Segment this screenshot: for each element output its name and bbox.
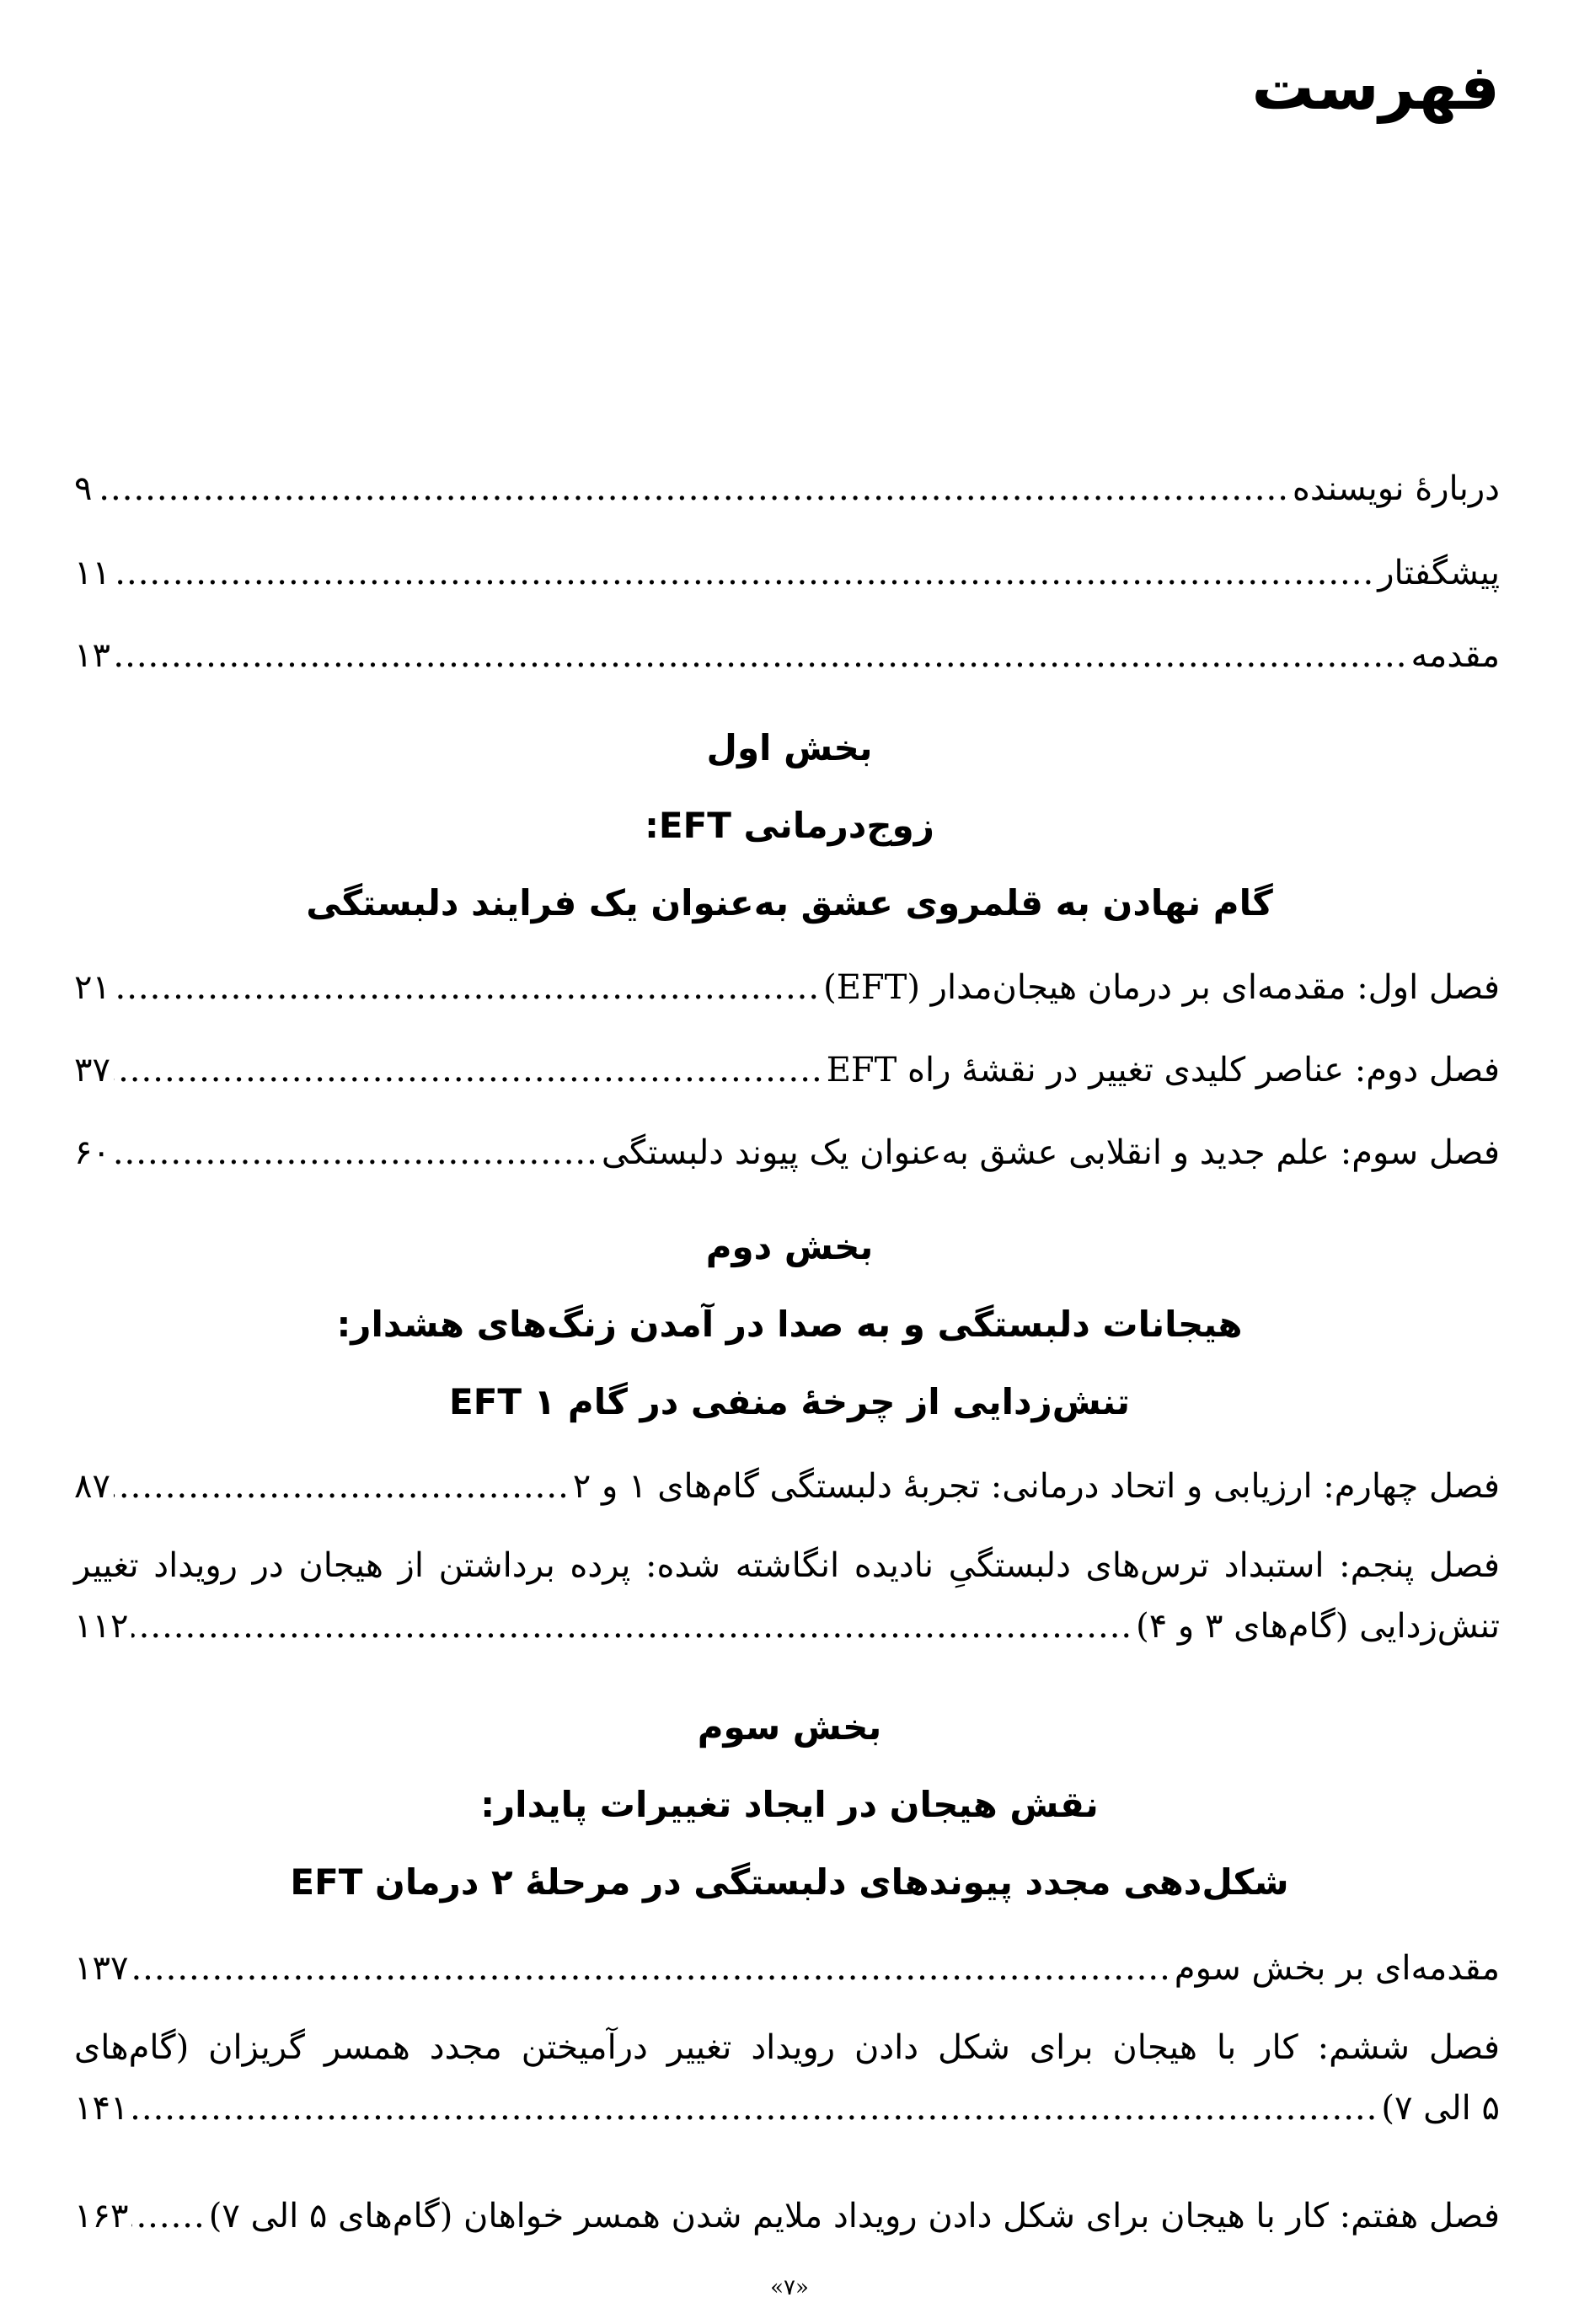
leader-dots xyxy=(131,2191,205,2241)
toc-entry-title: فصل دوم: عناصر کلیدی تغییر در نقشهٔ راه EFT xyxy=(826,1051,1500,1090)
toc-entry-page: ۳۷ xyxy=(74,1051,110,1090)
toc-entry-title-line1: فصل ششم: کار با هیجان برای شکل دادن رویداد تغییر درآمیختن مجدد همسر گریزان (گام‌های xyxy=(74,2028,1500,2067)
toc-entry-page: ۱۳ xyxy=(74,636,110,675)
part1-title: زوج‌درمانی EFT: xyxy=(645,805,934,846)
toc-entry-page: ۹ xyxy=(74,469,93,508)
toc-entry-title-line2: تنش‌زدایی (گام‌های ۳ و ۴) xyxy=(1136,1607,1500,1646)
toc-entry-page: ۶۰ xyxy=(74,1133,110,1172)
toc-entry-chapter-7[interactable] xyxy=(74,2191,1500,2241)
leader-dots xyxy=(131,1943,1170,1994)
leader-dots xyxy=(131,1596,1132,1657)
toc-entry-chapter-6[interactable] xyxy=(74,2017,1500,2139)
toc-entry-about-author[interactable] xyxy=(74,463,1500,514)
leader-dots xyxy=(131,2078,1378,2139)
toc-entry-page: ۱۱۲ xyxy=(74,1607,129,1646)
leader-dots xyxy=(114,548,1374,598)
toc-entry-title-line2: ۵ الی ۷) xyxy=(1381,2089,1500,2128)
part3-subtitle: شکل‌دهی مجدد پیوندهای دلبستگی در مرحلهٔ ۲ درمان EFT xyxy=(290,1861,1289,1903)
toc-entry-chapter-4[interactable] xyxy=(74,1461,1500,1512)
toc-entry-introduction[interactable] xyxy=(74,630,1500,681)
toc-entry-title: مقدمه‌ای بر بخش سوم xyxy=(1174,1949,1500,1988)
leader-dots xyxy=(114,1127,598,1178)
page-number-footer: «۷» xyxy=(770,2275,809,2300)
toc-entry-chapter-5[interactable] xyxy=(74,1535,1500,1657)
toc-entry-part3-intro[interactable] xyxy=(74,1943,1500,1994)
part3-label: بخش سوم xyxy=(697,1706,882,1748)
part1-subtitle: گام نهادن به قلمروی عشق به‌عنوان یک فرایند دلبستگی xyxy=(306,882,1273,924)
leader-dots xyxy=(114,1461,570,1512)
toc-entry-title: مقدمه xyxy=(1410,636,1500,675)
toc-entry-title: فصل هفتم: کار با هیجان برای شکل دادن رویداد ملایم شدن همسر خواهان (گام‌های ۵ الی ۷) xyxy=(208,2197,1500,2236)
toc-entry-chapter-1[interactable] xyxy=(74,962,1500,1013)
toc-entry-page: ۲۱ xyxy=(74,968,110,1007)
part1-label: بخش اول xyxy=(706,727,873,768)
toc-entry-title: پیشگفتار xyxy=(1378,554,1500,592)
part2-title: هیجانات دلبستگی و به صدا در آمدن زنگ‌های هشدار: xyxy=(336,1304,1243,1345)
part3-title: نقش هیجان در ایجاد تغییرات پایدار: xyxy=(480,1784,1099,1825)
toc-entry-chapter-3[interactable] xyxy=(74,1127,1500,1178)
toc-entry-title: دربارهٔ نویسنده xyxy=(1292,469,1500,508)
toc-entry-page: ۱۴۱ xyxy=(74,2089,129,2128)
toc-entry-title-line2-row xyxy=(74,1596,1500,1657)
part2-subtitle: تنش‌زدایی از چرخهٔ منفی در گام ۱ EFT xyxy=(449,1381,1130,1422)
leader-dots xyxy=(114,630,1408,681)
toc-entry-title-line2-row xyxy=(74,2078,1500,2139)
leader-dots xyxy=(95,463,1288,514)
leader-dots xyxy=(114,1045,823,1095)
toc-entry-title-line1: فصل پنجم: استبداد ترس‌های دلبستگیِ نادیده انگاشته شده: پرده برداشتن از هیجان در رویداد تغییر xyxy=(74,1546,1500,1585)
toc-entry-title: فصل سوم: علم جدید و انقلابی عشق به‌عنوان یک پیوند دلبستگی xyxy=(601,1133,1500,1172)
page-title: فهرست xyxy=(1251,51,1500,124)
leader-dots xyxy=(114,962,820,1013)
toc-entry-page: ۱۶۳ xyxy=(74,2197,129,2236)
part2-label: بخش دوم xyxy=(705,1226,874,1267)
toc-entry-page: ۸۷ xyxy=(74,1467,110,1506)
toc-entry-chapter-2[interactable] xyxy=(74,1045,1500,1095)
toc-entry-title: فصل چهارم: ارزیابی و اتحاد درمانی: تجربهٔ دلبستگی گام‌های ۱ و ۲ xyxy=(572,1467,1500,1506)
toc-entry-page: ۱۳۷ xyxy=(74,1949,129,1988)
toc-entry-foreword[interactable] xyxy=(74,548,1500,598)
toc-entry-title: فصل اول: مقدمه‌ای بر درمان هیجان‌مدار (EFT) xyxy=(823,968,1500,1007)
toc-entry-page: ۱۱ xyxy=(74,554,110,592)
